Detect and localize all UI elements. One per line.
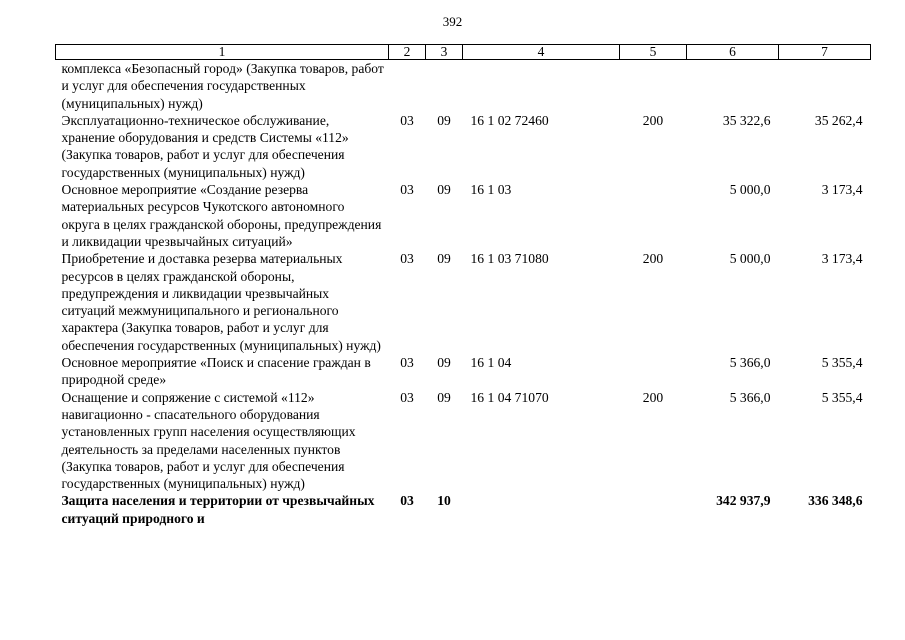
row-section: 03 <box>400 182 414 198</box>
header-col-5: 5 <box>620 45 687 60</box>
row-section: 03 <box>400 112 414 128</box>
budget-table <box>55 44 871 527</box>
table-row <box>56 250 871 354</box>
row-subsection: 09 <box>437 112 451 128</box>
row-target-code: 16 1 02 72460 <box>470 112 549 128</box>
row-expense-type <box>620 354 687 389</box>
row-section: 03 <box>400 355 414 371</box>
table-row <box>56 181 871 250</box>
header-col-1: 1 <box>56 45 389 60</box>
table-row <box>56 112 871 181</box>
table-row <box>56 60 871 112</box>
row-target-code: 16 1 04 <box>470 355 512 371</box>
header-col-2: 2 <box>389 45 426 60</box>
table-row <box>56 389 871 493</box>
row-amount-6: 5 000,0 <box>729 251 771 267</box>
row-expense-type: 200 <box>642 112 664 128</box>
row-target-code: 16 1 03 <box>470 182 512 198</box>
row-subsection: 09 <box>437 182 451 198</box>
row-expense-type: 200 <box>642 389 664 405</box>
row-target-code <box>463 60 620 112</box>
row-name: Защита населения и территории от чрезвычайных ситуаций природного и <box>61 493 375 526</box>
row-amount-7: 3 173,4 <box>821 182 863 198</box>
row-expense-type <box>620 492 687 527</box>
row-section: 03 <box>400 251 414 267</box>
row-subsection: 09 <box>437 251 451 267</box>
row-subsection <box>426 60 463 112</box>
row-name: Основное мероприятие «Создание резерва материальных ресурсов Чукотского автономного округа в целях гражданской обороны, предупреждения и ликвидации чрезвычайных ситуаций» <box>61 182 382 249</box>
row-name: Оснащение и сопряжение с системой «112» навигационно - спасательного оборудования установленных групп населения осуществляющих деятельность за пределами населенных пунктов (Закупка товаров, работ и услуг для обеспечения государственных (муниципальных) нужд) <box>61 389 356 492</box>
row-section: 03 <box>400 389 414 405</box>
row-expense-type <box>620 60 687 112</box>
row-amount-6: 5 000,0 <box>729 182 771 198</box>
table-row-total <box>56 492 871 527</box>
header-col-4: 4 <box>463 45 620 60</box>
row-subsection: 09 <box>437 355 451 371</box>
row-amount-6: 5 366,0 <box>729 389 771 405</box>
row-amount-7: 35 262,4 <box>814 112 863 128</box>
row-subsection: 10 <box>437 493 451 509</box>
row-section: 03 <box>400 493 414 509</box>
row-section <box>389 60 426 112</box>
row-amount-6: 342 937,9 <box>716 493 771 509</box>
row-amount-7 <box>779 60 871 112</box>
header-row <box>56 45 871 60</box>
row-amount-7: 336 348,6 <box>808 493 863 509</box>
row-name: Основное мероприятие «Поиск и спасение граждан в природной среде» <box>61 355 371 388</box>
row-amount-6: 5 366,0 <box>729 355 771 371</box>
row-target-code <box>463 492 620 527</box>
row-target-code: 16 1 03 71080 <box>470 251 549 267</box>
row-subsection: 09 <box>437 389 451 405</box>
row-amount-7: 3 173,4 <box>821 251 863 267</box>
row-amount-7: 5 355,4 <box>821 355 863 371</box>
row-name: комплекса «Безопасный город» (Закупка товаров, работ и услуг для обеспечения государственных (муниципальных) нужд) <box>61 61 384 111</box>
row-amount-7: 5 355,4 <box>821 389 863 405</box>
page-number: 392 <box>442 14 463 29</box>
table-row <box>56 354 871 389</box>
header-col-6: 6 <box>687 45 779 60</box>
row-amount-6: 35 322,6 <box>722 112 771 128</box>
row-amount-6 <box>687 60 779 112</box>
row-expense-type: 200 <box>642 251 664 267</box>
header-col-7: 7 <box>779 45 871 60</box>
header-col-3: 3 <box>426 45 463 60</box>
table-header <box>56 45 871 60</box>
row-expense-type <box>620 181 687 250</box>
table-body <box>56 60 871 528</box>
row-name: Эксплуатационно-техническое обслуживание, хранение оборудования и средств Системы «112» (Закупка товаров, работ и услуг для обеспечения государственных (муниципальных) нужд) <box>61 112 349 180</box>
row-name: Приобретение и доставка резерва материальных ресурсов в целях гражданской обороны, предупреждения и ликвидации чрезвычайных ситуаций межмуниципального и регионального характера (Закупка товаров, работ и услуг для обеспечения государственных (муниципальных) нужд) <box>61 251 381 353</box>
row-target-code: 16 1 04 71070 <box>470 389 549 405</box>
